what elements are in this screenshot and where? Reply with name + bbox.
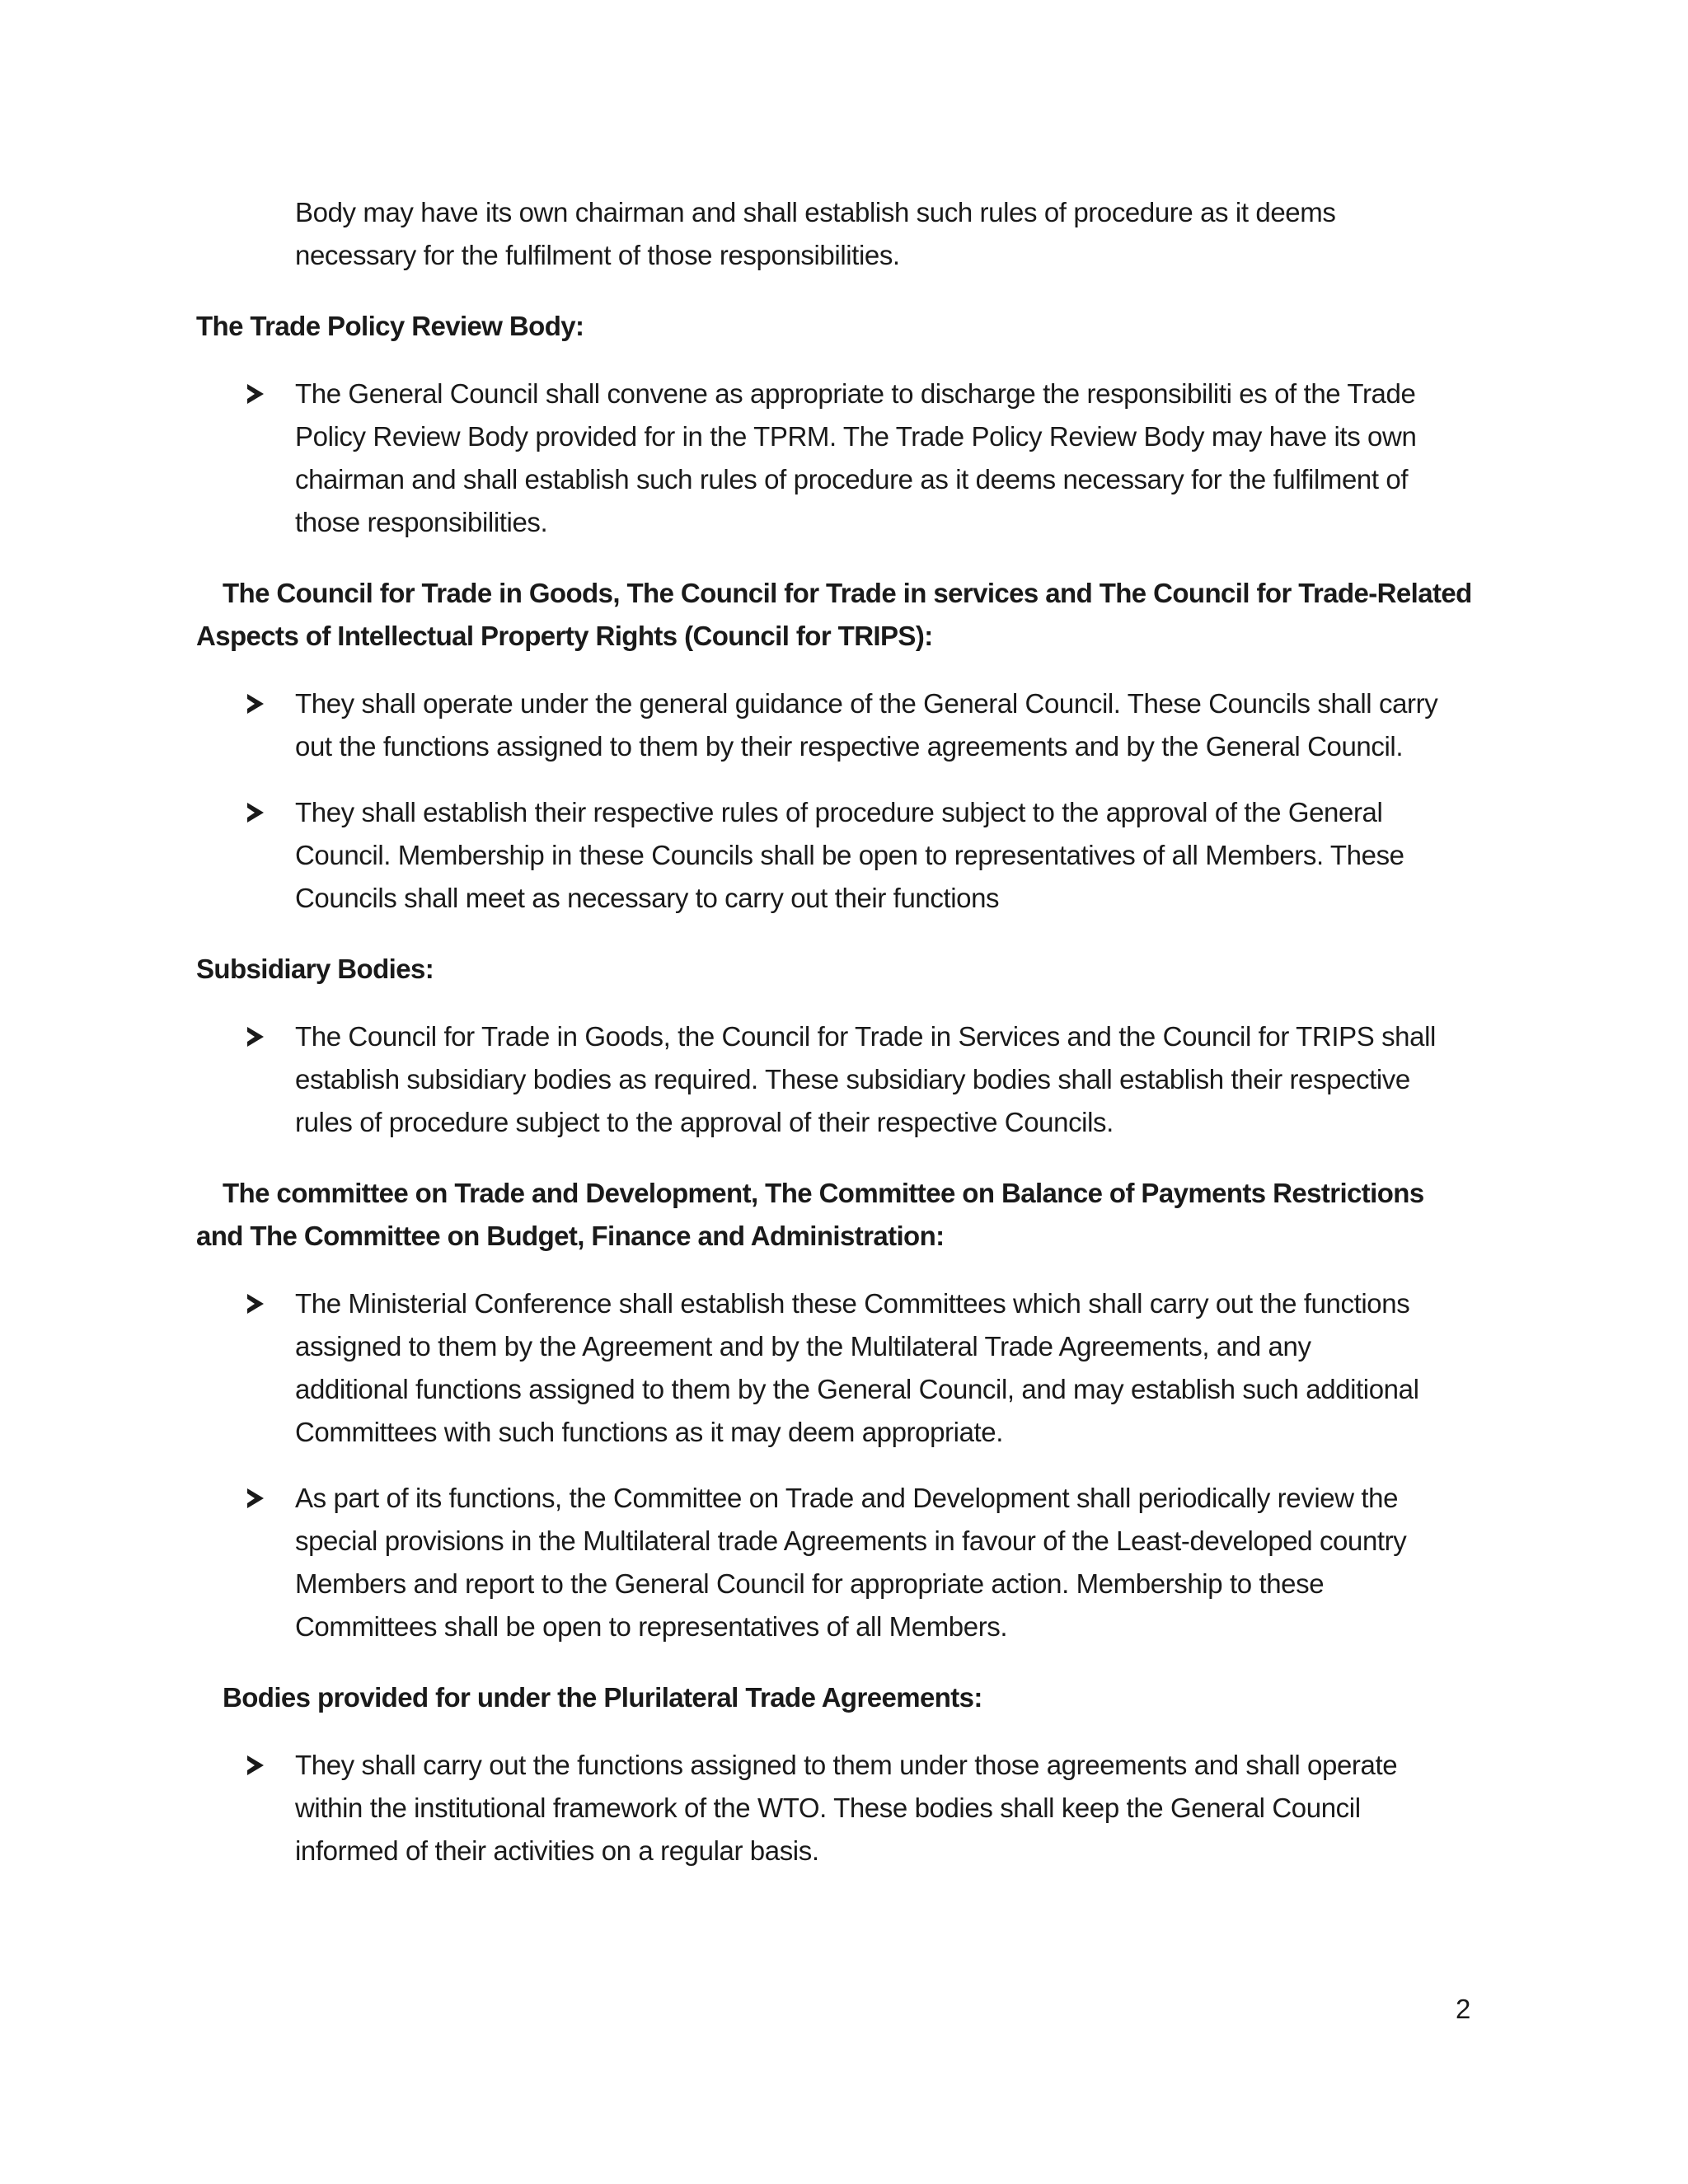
bullet-line: The Council for Trade in Goods, the Council for Trade in Services and the Council for TRIPS shall <box>295 1021 1436 1052</box>
bullet-line: The General Council shall convene as appropriate to discharge the responsibiliti es of the Trade <box>295 378 1416 409</box>
bullet-line: within the institutional framework of the WTO. These bodies shall keep the General Council <box>295 1793 1361 1823</box>
arrow-bullet-icon <box>247 1294 264 1314</box>
bullet-line: those responsibilities. <box>295 507 548 537</box>
bullet-line: As part of its functions, the Committee on Trade and Development shall periodically review the <box>295 1483 1399 1513</box>
arrow-bullet-icon <box>247 1027 264 1047</box>
arrow-bullet-icon <box>247 694 264 714</box>
bullet-line: assigned to them by the Agreement and by the Multilateral Trade Agreements, and any <box>295 1331 1311 1361</box>
section-heading: The Trade Policy Review Body: <box>196 311 584 341</box>
bullet-line: They shall establish their respective rules of procedure subject to the approval of the General <box>295 797 1383 827</box>
bullet-line: They shall operate under the general guidance of the General Council. These Councils shall carry <box>295 688 1438 719</box>
bullet-line: special provisions in the Multilateral trade Agreements in favour of the Least-developed country <box>295 1526 1407 1556</box>
page-number: 2 <box>1456 1994 1471 2024</box>
arrow-bullet-icon <box>247 1488 264 1508</box>
section-heading: The Council for Trade in Goods, The Council for Trade in services and The Council for Trade-Related <box>223 578 1472 608</box>
bullet-line: Committees with such functions as it may deem appropriate. <box>295 1417 1004 1447</box>
bullet-line: informed of their activities on a regular basis. <box>295 1835 819 1866</box>
bullet-line: establish subsidiary bodies as required. These subsidiary bodies shall establish their respective <box>295 1064 1410 1094</box>
section-heading: Bodies provided for under the Plurilateral Trade Agreements: <box>223 1682 982 1713</box>
bullet-line: Policy Review Body provided for in the TPRM. The Trade Policy Review Body may have its own <box>295 421 1417 452</box>
bullet-line: Councils shall meet as necessary to carry out their functions <box>295 883 1000 913</box>
bullet-line: Committees shall be open to representatives of all Members. <box>295 1611 1008 1642</box>
section-heading: Aspects of Intellectual Property Rights (Council for TRIPS): <box>196 621 933 651</box>
bullet-line: The Ministerial Conference shall establish these Committees which shall carry out the functions <box>295 1288 1410 1319</box>
bullet-line: Council. Membership in these Councils shall be open to representatives of all Members. These <box>295 840 1404 870</box>
arrow-bullet-icon <box>247 803 264 823</box>
bullet-line: additional functions assigned to them by the General Council, and may establish such additional <box>295 1374 1419 1404</box>
bullet-line: They shall carry out the functions assigned to them under those agreements and shall operate <box>295 1750 1398 1780</box>
bullet-line: Members and report to the General Council for appropriate action. Membership to these <box>295 1568 1325 1599</box>
section-heading: The committee on Trade and Development, The Committee on Balance of Payments Restrictions <box>223 1178 1424 1208</box>
section-heading: and The Committee on Budget, Finance and Administration: <box>196 1221 945 1251</box>
arrow-bullet-icon <box>247 384 264 404</box>
arrow-bullet-icon <box>247 1755 264 1775</box>
continuation-line: necessary for the fulfilment of those responsibilities. <box>295 240 900 270</box>
bullet-line: rules of procedure subject to the approval of their respective Councils. <box>295 1107 1114 1137</box>
section-heading: Subsidiary Bodies: <box>196 954 434 984</box>
continuation-line: Body may have its own chairman and shall establish such rules of procedure as it deems <box>295 197 1336 227</box>
bullet-line: out the functions assigned to them by their respective agreements and by the General Council. <box>295 731 1404 762</box>
bullet-line: chairman and shall establish such rules of procedure as it deems necessary for the fulfilment of <box>295 464 1409 494</box>
